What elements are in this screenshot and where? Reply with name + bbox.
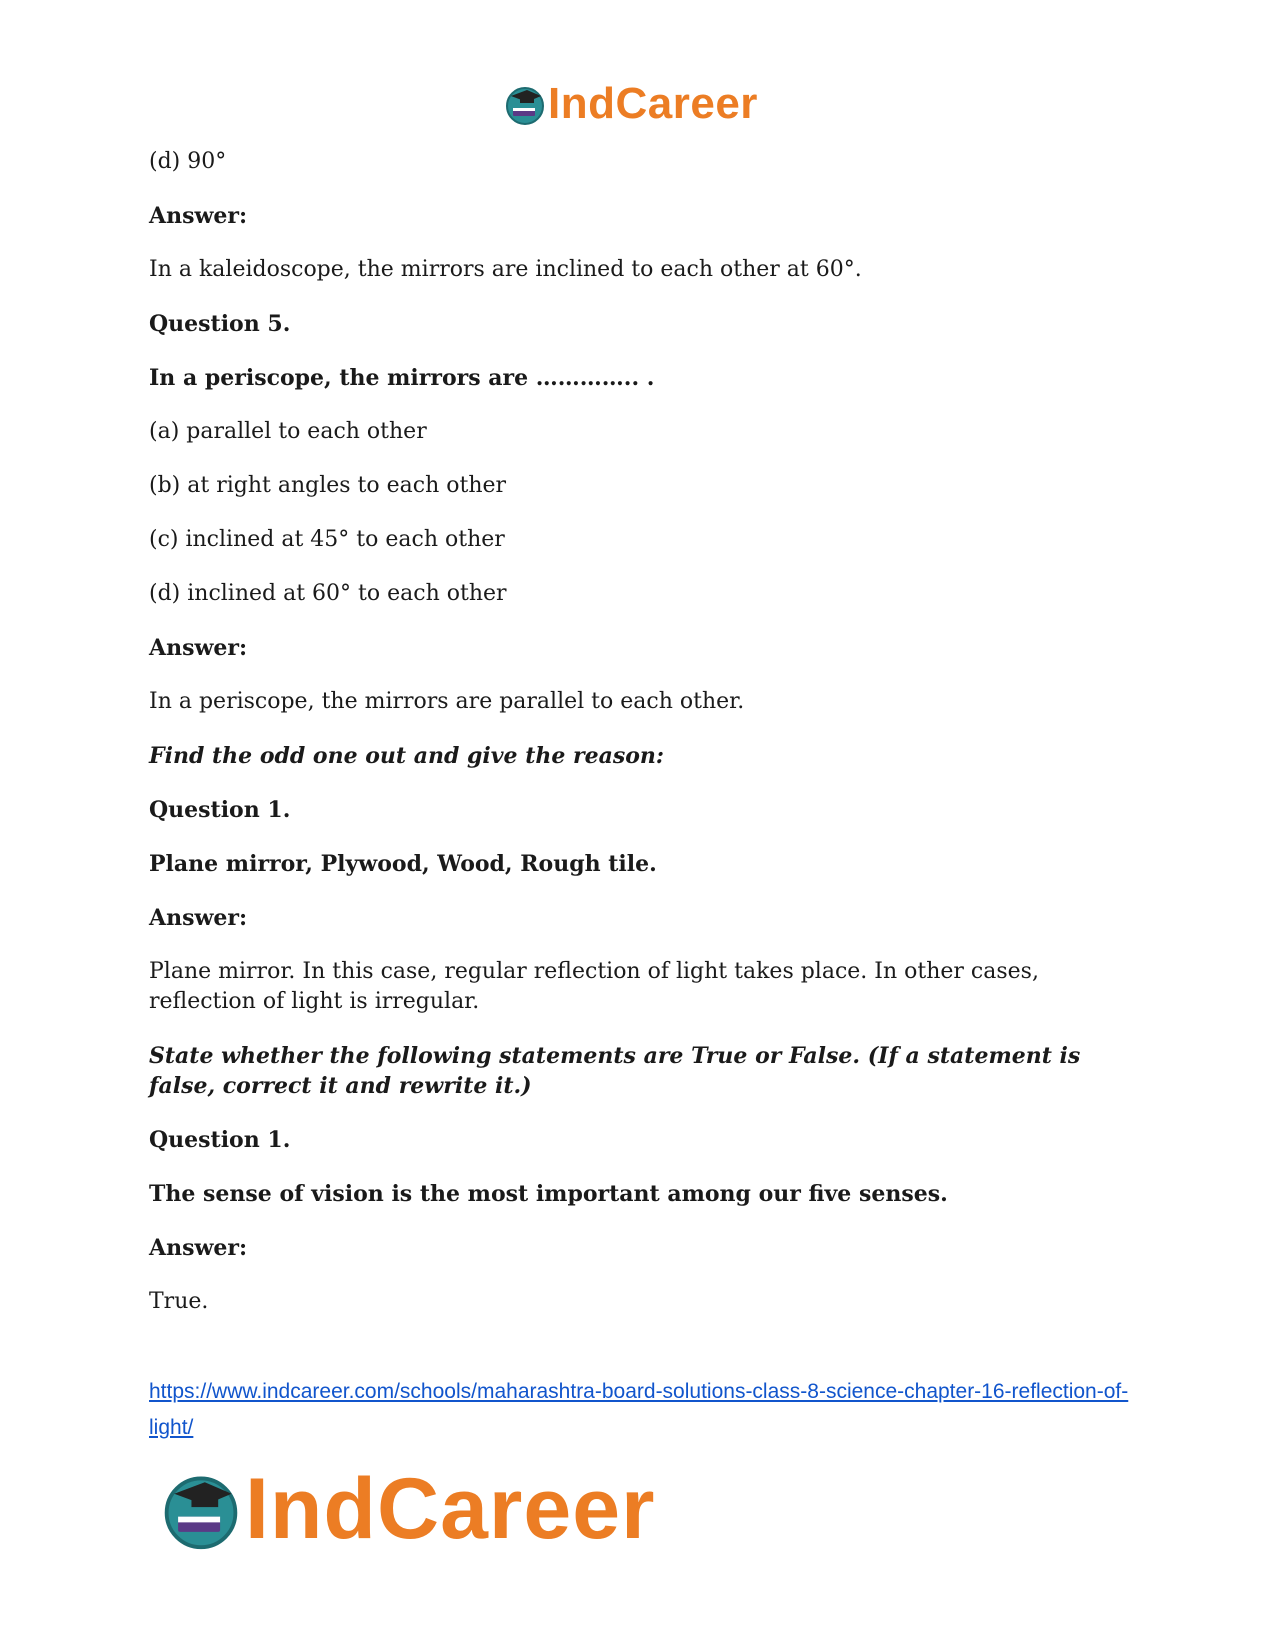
graduation-globe-icon (503, 82, 547, 126)
graduation-globe-icon (159, 1467, 243, 1551)
option-text: (b) at right angles to each other (149, 473, 507, 498)
question-number: Question 1. (149, 797, 291, 823)
question-number: Question 5. (149, 311, 291, 337)
option-text: (d) 90° (149, 149, 227, 174)
header-logo (503, 76, 758, 132)
section-heading: Find the odd one out and give the reason: (149, 743, 665, 769)
question-number: Question 1. (149, 1127, 291, 1153)
footer-logo (159, 1461, 656, 1557)
answer-heading: Answer: (149, 635, 248, 661)
question-text: Plane mirror, Plywood, Wood, Rough tile. (149, 851, 657, 877)
answer-heading: Answer: (149, 905, 248, 931)
option-text: (c) inclined at 45° to each other (149, 527, 505, 552)
option-text: (d) inclined at 60° to each other (149, 581, 507, 606)
document-body (149, 147, 1125, 1341)
footer-logo-text: IndCareer (245, 1461, 656, 1557)
question-text: In a periscope, the mirrors are ………….. . (149, 365, 655, 391)
answer-text: In a kaleidoscope, the mirrors are inclined to each other at 60°. (149, 257, 862, 282)
answer-text: In a periscope, the mirrors are parallel to each other. (149, 689, 745, 714)
answer-heading: Answer: (149, 203, 248, 229)
answer-heading: Answer: (149, 1235, 248, 1261)
header-logo-text: IndCareer (548, 79, 758, 128)
question-text: The sense of vision is the most important among our five senses. (149, 1181, 948, 1207)
source-link[interactable]: https://www.indcareer.com/schools/maharashtra-board-solutions-class-8-science-chapter-16-reflection-of-light/ (149, 1380, 1129, 1439)
section-heading: State whether the following statements are True or False. (If a statement is false, correct it and rewrite it.) (149, 1043, 1081, 1099)
option-text: (a) parallel to each other (149, 419, 427, 444)
answer-text: Plane mirror. In this case, regular reflection of light takes place. In other cases, reflection of light is irregular. (149, 959, 1039, 1014)
answer-text: True. (149, 1289, 209, 1314)
